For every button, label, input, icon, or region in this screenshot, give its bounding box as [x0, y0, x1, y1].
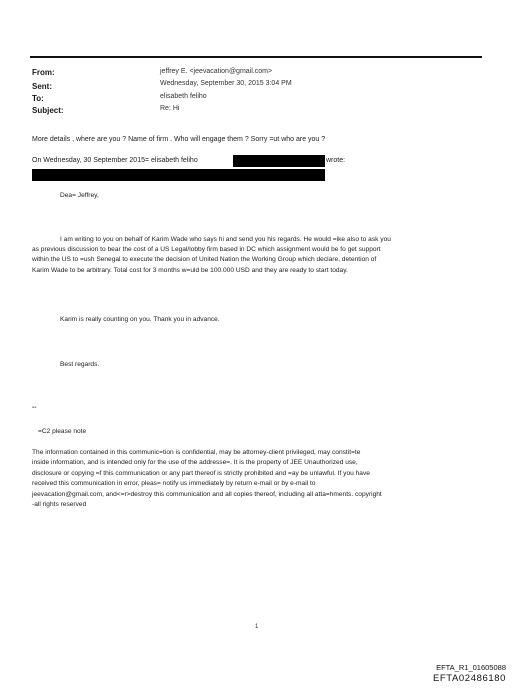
disclaimer-line: -all rights reserved	[32, 501, 87, 508]
to-label: To:	[32, 94, 44, 103]
page-number: 1	[255, 624, 259, 630]
bates-stamp-line1: EFTA_R1_01605088	[436, 663, 506, 672]
redaction-box	[233, 155, 325, 167]
redaction-box	[32, 169, 325, 181]
quote-header-prefix: On Wednesday, 30 September 2015= elisabeth feliho	[32, 157, 198, 164]
from-value[interactable]: jeffrey E. <jeevacation@gmail.com>	[160, 68, 273, 75]
subject-value: Re: Hi	[160, 105, 180, 112]
disclaimer-line: The information contained in this communic=tion is confidential, may be attorney-client privileged, may constit=te	[32, 449, 361, 456]
signature-note: =C2 please note	[38, 428, 87, 435]
signature-dashes: --	[32, 404, 37, 411]
to-value: elisabeth feliho	[160, 93, 207, 100]
sent-label: Sent:	[32, 82, 52, 91]
quoted-body-line: as previous discussion to bear the cost of a US Legal/lobby firm based in DC which assignment would be fo get support	[32, 246, 381, 253]
quote-header-suffix: wrote:	[326, 157, 346, 164]
quoted-body-line: I am writing to you on behalf of Karim Wade who says hi and send you his regards. He would =ike also to ask you	[60, 236, 391, 243]
reply-text: More details , where are you ? Name of firm . Who will engage them ? Sorry =ut who are you ?	[32, 136, 326, 143]
disclaimer-line: jeevacation@gmail.com, and<=r>destroy this communication and all copies thereof, including all atta=hments. copyright	[32, 491, 382, 498]
bates-stamp-line2: EFTA02486180	[432, 673, 506, 684]
disclaimer-line: disclosure or copying =f this communication or any part thereof is strictly prohibited and =ay be unlawful. If you have	[32, 470, 370, 477]
quoted-closing: Best regards.	[60, 361, 100, 368]
disclaimer-line: received this communication in error, pleas= notify us immediately by return e-mail or by e-mail to	[32, 480, 316, 487]
subject-label: Subject:	[32, 106, 64, 115]
header-rule	[30, 56, 482, 58]
quoted-body-line: within the US to =ush Senegal to execute the decision of United Nation the Working Group which declare, detention of	[32, 256, 377, 263]
quoted-greeting: Dea= Jeffrey,	[60, 192, 99, 199]
quoted-body-line: Karim Wade to be arbitrary. Total cost for 3 months w=uld be 100.000 USD and they are ready to start today.	[32, 267, 348, 274]
from-label: From:	[32, 68, 55, 77]
sent-value: Wednesday, September 30, 2015 3:04 PM	[160, 80, 292, 87]
disclaimer-line: inside information, and is intended only for the use of the addresse=. It is the property of JEE Unauthorized use,	[32, 459, 358, 466]
quoted-counting: Karim is really counting on you. Thank you in advance.	[60, 316, 220, 323]
